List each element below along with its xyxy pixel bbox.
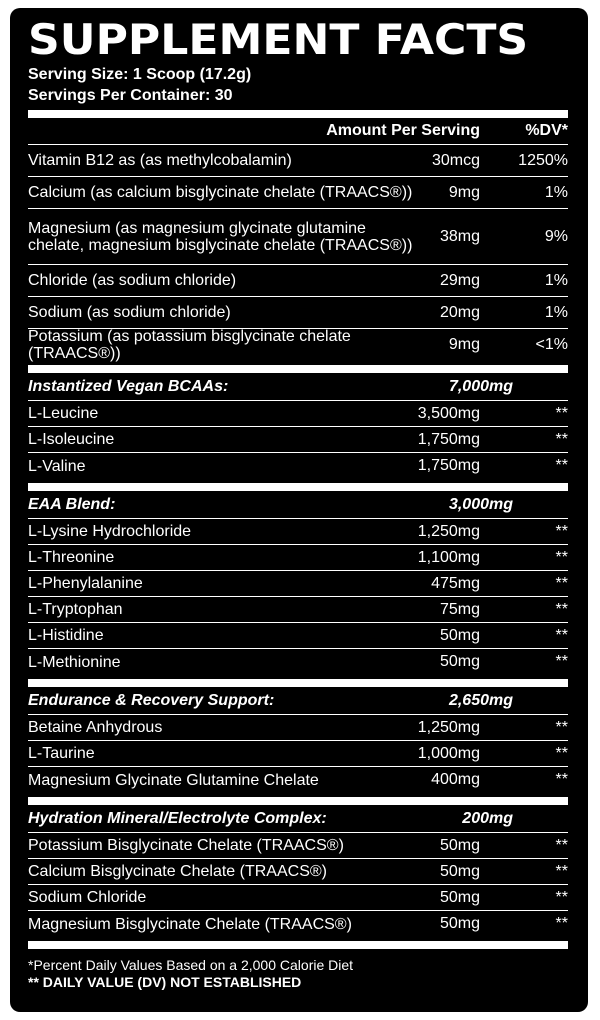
blends-section [28, 365, 568, 949]
nutrient-row [28, 145, 568, 177]
ingredient-amount: 1,750mg [417, 457, 480, 474]
nutrient-name: Magnesium (as magnesium glycinate glutamine chelate, magnesium bisglycinate chelate (TRAACS®)) [28, 219, 413, 254]
nutrient-dv: 1% [544, 271, 568, 289]
nutrient-row [28, 209, 568, 265]
blend-name: Hydration Mineral/Electrolyte Complex: [28, 810, 327, 827]
ingredient-name: Potassium Bisglycinate Chelate (TRAACS®) [28, 837, 344, 854]
thick-divider [28, 365, 568, 373]
ingredient-amount: 75mg [439, 600, 480, 618]
ingredient-name: Sodium Chloride [28, 889, 147, 906]
ingredient-row [28, 401, 568, 427]
ingredient-dv: ** [555, 522, 568, 540]
ingredient-name: L-Tryptophan [28, 601, 123, 618]
ingredient-dv: ** [555, 653, 568, 670]
blend-header [28, 805, 568, 833]
blend-amount: 7,000mg [448, 377, 513, 395]
nutrient-name: Calcium (as calcium bisglycinate chelate (TRAACS®)) [28, 184, 413, 201]
ingredient-row [28, 911, 568, 937]
ingredient-amount: 50mg [439, 888, 480, 906]
nutrient-row [28, 177, 568, 209]
nutrient-name: Vitamin B12 as (as methylcobalamin) [28, 152, 292, 169]
nutrient-dv: 1% [544, 183, 568, 201]
ingredient-dv: ** [555, 888, 568, 906]
servings-per-container: Servings Per Container: 30 [28, 87, 233, 104]
dv-header: %DV* [525, 122, 568, 139]
nutrient-row [28, 297, 568, 329]
ingredient-name: L-Phenylalanine [28, 575, 143, 592]
ingredient-amount: 50mg [439, 862, 480, 880]
thick-divider [28, 679, 568, 687]
ingredient-dv: ** [555, 771, 568, 788]
ingredient-amount: 50mg [439, 626, 480, 644]
ingredient-row [28, 623, 568, 649]
amount-header: Amount Per Serving [326, 122, 480, 139]
ingredient-dv: ** [555, 574, 568, 592]
supplement-facts-panel [10, 8, 588, 1012]
nutrient-row [28, 265, 568, 297]
ingredient-name: L-Threonine [28, 549, 115, 566]
ingredient-dv: ** [555, 600, 568, 618]
ingredient-amount: 50mg [439, 836, 480, 854]
ingredient-row [28, 571, 568, 597]
vitamins-section [28, 145, 568, 361]
blend-amount: 2,650mg [448, 691, 513, 709]
ingredient-row [28, 833, 568, 859]
ingredient-name: L-Valine [28, 457, 86, 475]
blend-header [28, 373, 568, 401]
ingredient-amount: 1,250mg [417, 718, 480, 736]
ingredient-amount: 400mg [431, 771, 480, 788]
ingredient-row [28, 885, 568, 911]
ingredient-dv: ** [555, 862, 568, 880]
footnote-dv-not-established: ** DAILY VALUE (DV) NOT ESTABLISHED [28, 974, 302, 990]
ingredient-amount: 1,750mg [417, 430, 480, 448]
footnotes [28, 957, 568, 991]
ingredient-row [28, 519, 568, 545]
ingredient-amount: 50mg [439, 653, 480, 670]
nutrient-name: Chloride (as sodium chloride) [28, 272, 237, 289]
ingredient-name: L-Histidine [28, 627, 104, 644]
ingredient-row [28, 859, 568, 885]
ingredient-amount: 1,000mg [417, 744, 480, 762]
serving-size: Serving Size: 1 Scoop (17.2g) [28, 66, 252, 83]
ingredient-name: L-Taurine [28, 745, 95, 762]
ingredient-dv: ** [555, 548, 568, 566]
ingredient-row [28, 453, 568, 479]
nutrient-name: Sodium (as sodium chloride) [28, 304, 231, 321]
nutrient-dv: 9% [544, 227, 568, 245]
ingredient-row [28, 649, 568, 675]
nutrient-amount: 30mcg [431, 151, 480, 169]
ingredient-name: L-Lysine Hydrochloride [28, 523, 192, 540]
ingredient-dv: ** [555, 744, 568, 762]
ingredient-dv: ** [555, 457, 568, 474]
blend-name: EAA Blend: [28, 496, 116, 513]
ingredient-amount: 50mg [439, 915, 480, 932]
ingredient-row [28, 767, 568, 793]
panel-title: SUPPLEMENT FACTS [28, 15, 529, 64]
ingredient-name: L-Isoleucine [28, 431, 115, 448]
blend-header [28, 491, 568, 519]
nutrient-amount: 9mg [448, 336, 480, 353]
thick-divider [28, 483, 568, 491]
ingredient-amount: 475mg [431, 574, 480, 592]
ingredient-dv: ** [555, 404, 568, 422]
nutrient-dv: 1% [544, 303, 568, 321]
nutrient-amount: 20mg [439, 303, 480, 321]
ingredient-name: Magnesium Glycinate Glutamine Chelate [28, 771, 319, 789]
nutrient-amount: 9mg [448, 183, 480, 201]
nutrient-amount: 38mg [439, 227, 480, 245]
footnote-percent-dv: *Percent Daily Values Based on a 2,000 Calorie Diet [28, 957, 354, 973]
ingredient-row [28, 741, 568, 767]
thick-divider [28, 797, 568, 805]
nutrient-dv: 1250% [518, 151, 568, 169]
thick-divider [28, 110, 568, 118]
blend-name: Endurance & Recovery Support: [28, 692, 275, 709]
ingredient-dv: ** [555, 430, 568, 448]
nutrient-amount: 29mg [439, 271, 480, 289]
ingredient-dv: ** [555, 626, 568, 644]
column-header [28, 118, 568, 145]
thick-divider [28, 941, 568, 949]
ingredient-name: Betaine Anhydrous [28, 719, 163, 736]
ingredient-row [28, 427, 568, 453]
ingredient-row [28, 715, 568, 741]
ingredient-dv: ** [555, 718, 568, 736]
blend-amount: 3,000mg [448, 495, 513, 513]
ingredient-amount: 1,100mg [417, 548, 480, 566]
ingredient-name: Magnesium Bisglycinate Chelate (TRAACS®) [28, 915, 352, 933]
nutrient-row [28, 329, 568, 361]
ingredient-row [28, 597, 568, 623]
blend-amount: 200mg [462, 809, 513, 827]
nutrient-dv: <1% [535, 336, 568, 353]
ingredient-dv: ** [555, 836, 568, 854]
ingredient-dv: ** [555, 915, 568, 932]
nutrient-name: Potassium (as potassium bisglycinate chelate (TRAACS®)) [28, 328, 351, 362]
ingredient-name: L-Leucine [28, 405, 99, 422]
ingredient-amount: 3,500mg [417, 404, 480, 422]
ingredient-name: L-Methionine [28, 653, 121, 671]
ingredient-amount: 1,250mg [417, 522, 480, 540]
blend-header [28, 687, 568, 715]
ingredient-row [28, 545, 568, 571]
ingredient-name: Calcium Bisglycinate Chelate (TRAACS®) [28, 863, 327, 880]
blend-name: Instantized Vegan BCAAs: [28, 378, 229, 395]
